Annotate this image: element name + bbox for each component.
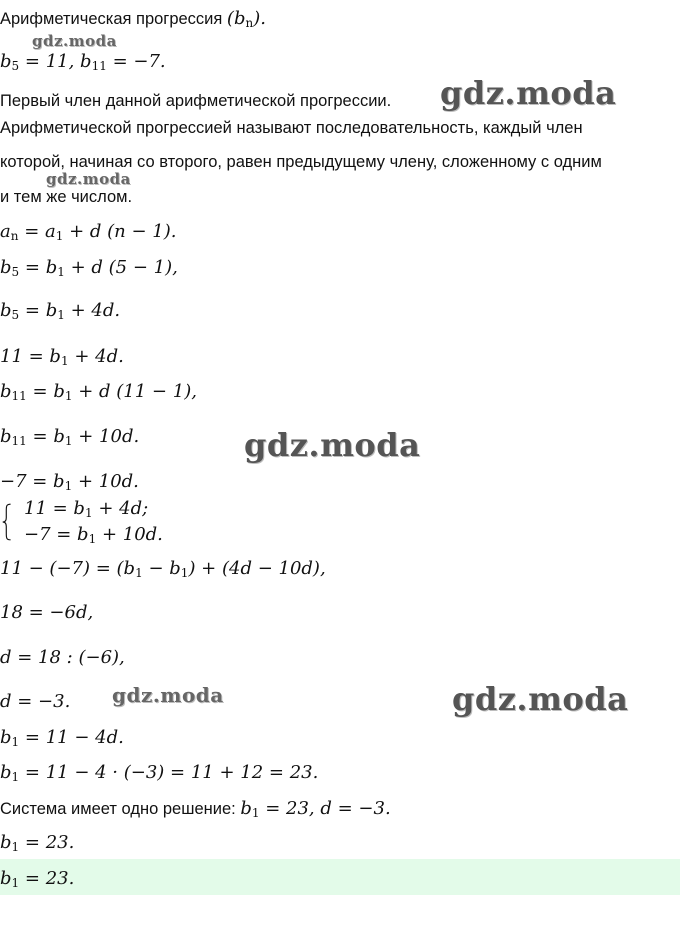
general-formula: $a_n = a_1 + d$ (n − 1). — [0, 221, 177, 243]
step-4: $b_{11} = b_1 + d$ (11 − 1), — [0, 381, 197, 403]
step-7: $11 - (-7) = (b_1 - b_1) + (4d - 10d)$, — [0, 558, 326, 580]
step-10: d = −3. — [0, 691, 71, 712]
watermark: gdz.moda — [112, 683, 224, 707]
step-5: $b_{11} = b_1 + 10d$. — [0, 426, 140, 448]
watermark: gdz.moda — [452, 680, 629, 718]
watermark: gdz.moda — [46, 170, 131, 188]
definition-line-2: которой, начиная со второго, равен предыдущему члену, сложенному с одним — [0, 153, 602, 171]
step-9: d = 18 : (−6), — [0, 647, 125, 668]
conclusion: Система имеет одно решение: $b_1 = 23$, d = −3. — [0, 798, 391, 820]
watermark: gdz.moda — [440, 74, 617, 112]
conclusion-values: $b_1 = 23$, d = −3. — [240, 798, 391, 820]
step-12: $b_1 = 11 - 4 \cdot (-3) = 11 + 12 = 23$. — [0, 762, 319, 784]
title-sequence: $(b_n)$. — [226, 8, 266, 30]
step-2: $b_5 = b_1 + 4d$. — [0, 300, 121, 322]
definition-line-3: и тем же числом. — [0, 188, 133, 206]
step-6: $-7 = b_1 + 10d$. — [0, 471, 139, 493]
problem-title: Арифметическая прогрессия $(b_n)$. — [0, 8, 266, 30]
system-brace — [2, 497, 12, 547]
question-text: Первый член данной арифметической прогрессии. — [0, 92, 392, 110]
result: $b_1 = 23$. — [0, 832, 75, 854]
watermark: gdz.moda — [32, 32, 117, 50]
given-values: $b_5 = 11$, $b_{11} = -7$. — [0, 51, 166, 73]
definition-line-1: Арифметической прогрессией называют последовательность, каждый член — [0, 119, 583, 137]
step-3: $11 = b_1 + 4d$. — [0, 346, 124, 368]
step-1: $b_5 = b_1 + d$ (5 − 1), — [0, 257, 178, 279]
answer-highlight — [0, 859, 680, 895]
step-11: $b_1 = 11 - 4d$. — [0, 727, 124, 749]
watermark: gdz.moda — [244, 426, 421, 464]
system-equation-2: $-7 = b_1 + 10d$. — [24, 524, 163, 546]
step-8: 18 = −6d, — [0, 602, 94, 623]
answer: $b_1 = 23$. — [0, 868, 75, 890]
system-equation-1: $11 = b_1 + 4d$; — [24, 498, 149, 520]
